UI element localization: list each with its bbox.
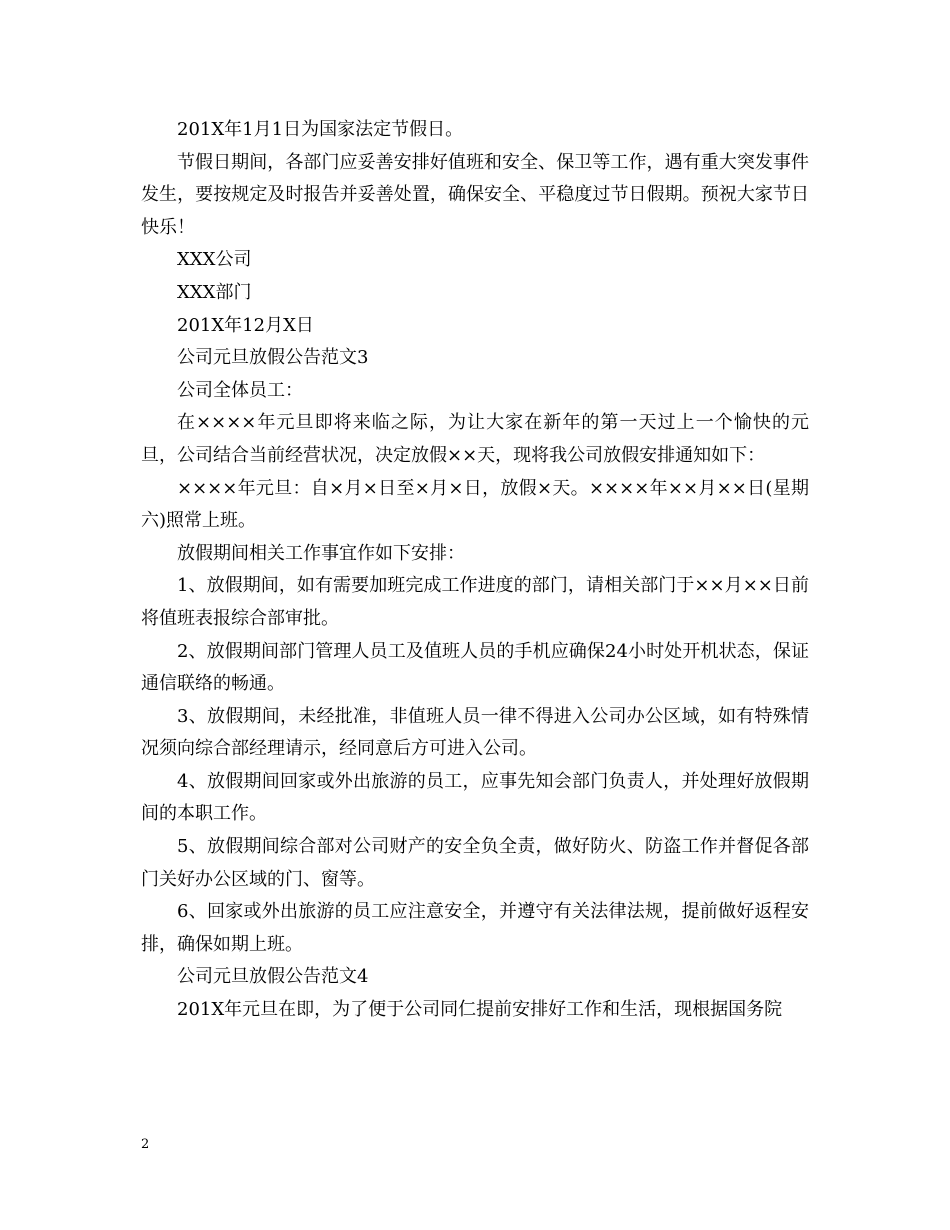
list-item-3: 3、放假期间，未经批准，非值班人员一律不得进入公司办公区域，如有特殊情况须向综合部经理请示，经同意后方可进入公司。 [141,705,809,760]
salutation: 公司全体员工： [177,379,303,401]
paragraph-holiday-date: 201X年1月1日为国家法定节假日。 [177,119,464,140]
list-item-4: 4、放假期间回家或外出旅游的员工，应事先知会部门负责人，并处理好放假期间的本职工作。 [141,770,809,825]
paragraph-duty-arrangement: 节假日期间，各部门应妥善安排好值班和安全、保卫等工作，遇有重大突发事件发生，要按规定及时报告并妥善处置，确保安全、平稳度过节日假期。预祝大家节日快乐！ [141,151,809,238]
page-number: 2 [141,1137,150,1152]
paragraph-notice-intro: 在××××年元旦即将来临之际，为让大家在新年的第一天过上一个愉快的元旦，公司结合当前经营状况，决定放假××天，现将我公司放假安排通知如下： [141,412,809,466]
signature-date: 201X年12月X日 [177,314,314,336]
section-heading-sample-3: 公司元旦放假公告范文3 [177,347,369,369]
list-item-6: 6、回家或外出旅游的员工应注意安全，并遵守有关法律法规，提前做好返程安排，确保如期上班。 [141,901,809,955]
list-item-2: 2、放假期间部门管理人员工及值班人员的手机应确保24小时处开机状态，保证通信联络的畅通。 [141,640,809,695]
paragraph-holiday-schedule: ××××年元旦：自×月×日至×月×日，放假×天。××××年××月××日(星期六)照常上班。 [141,477,809,532]
signature-company: XXX公司 [177,249,252,271]
paragraph-sample-4-intro: 201X年元旦在即，为了便于公司同仁提前安排好工作和生活，现根据国务院 [177,999,783,1021]
section-heading-sample-4: 公司元旦放假公告范文4 [177,966,369,988]
signature-department: XXX部门 [177,281,252,303]
list-item-5: 5、放假期间综合部对公司财产的安全负全责，做好防火、防盗工作并督促各部门关好办公区域的门、窗等。 [141,836,809,890]
paragraph-arrangements-intro: 放假期间相关工作事宜作如下安排： [177,542,465,564]
document-body [141,114,809,1027]
list-item-1: 1、放假期间，如有需要加班完成工作进度的部门，请相关部门于××月××日前将值班表报综合部审批。 [141,575,809,629]
